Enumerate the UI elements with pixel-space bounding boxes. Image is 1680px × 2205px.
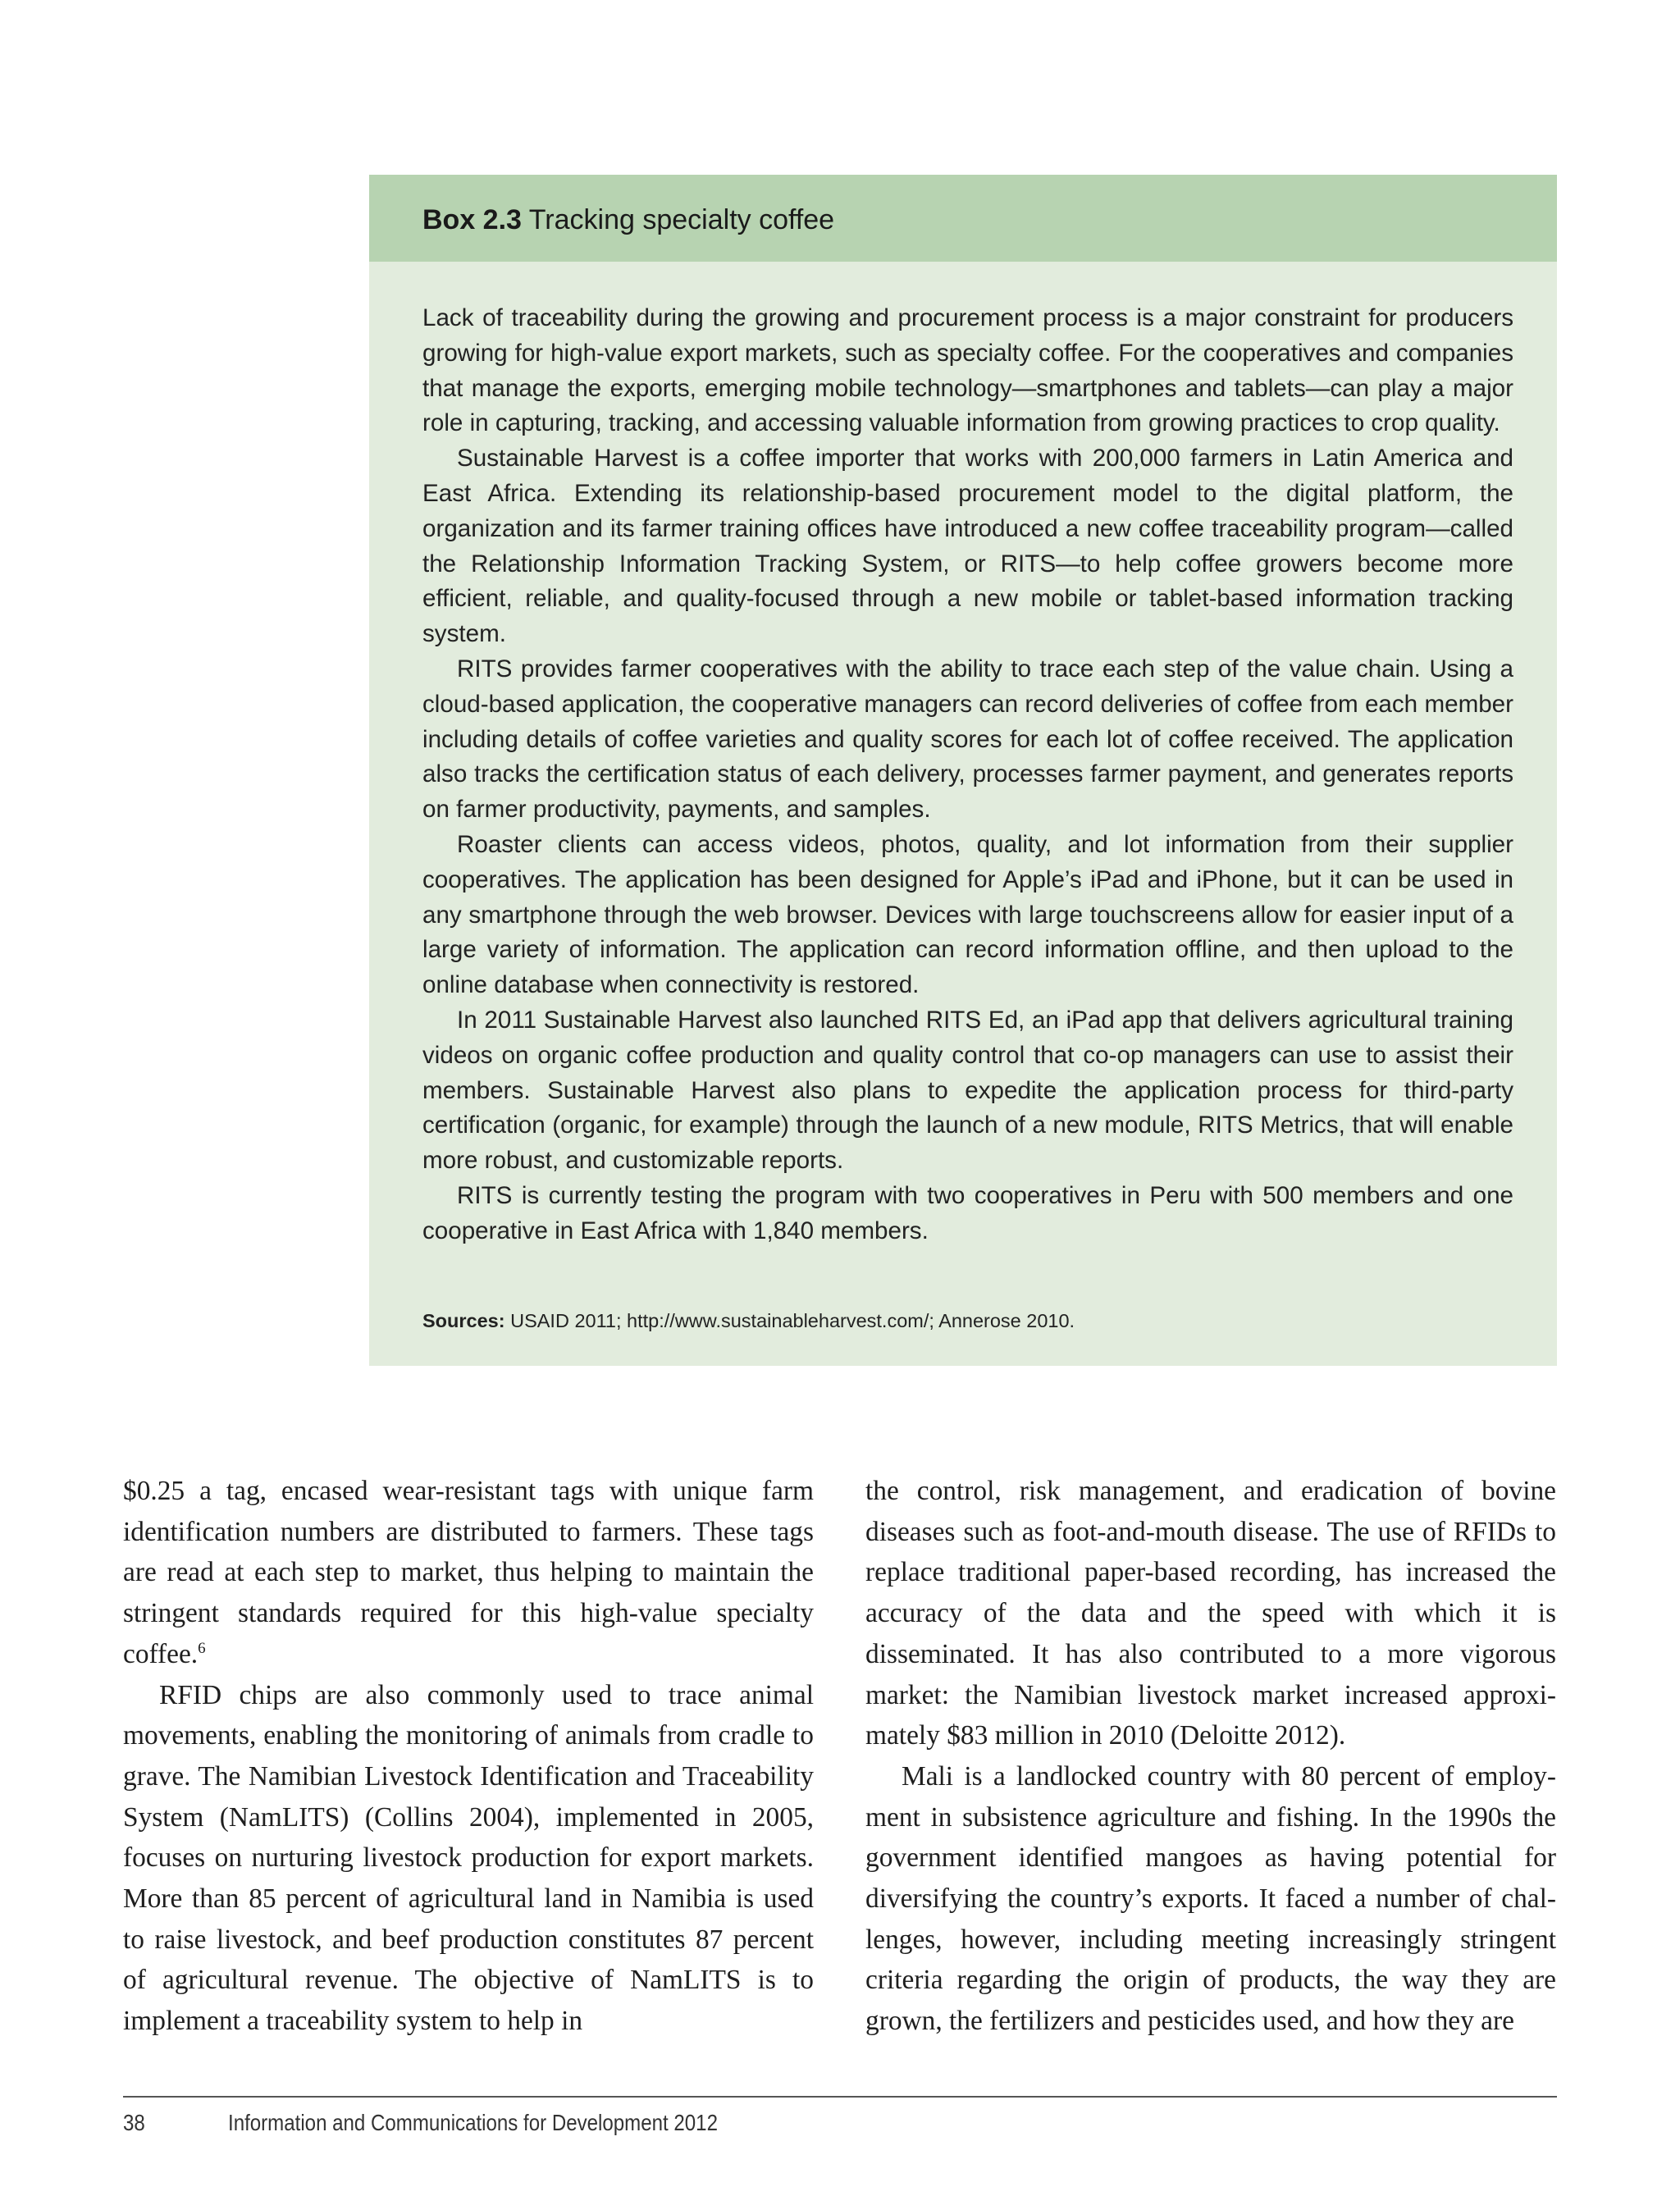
running-title: Information and Communications for Development 2012 — [228, 2110, 718, 2135]
box-paragraph: Roaster clients can access videos, photos, quality, and lot information from their supplier cooperatives. The application has been designed for Apple’s iPad and iPhone, but it can be used in any smartphone through the web browser. Devices with large touchscreens allow for easier input of a large variety of information. The application can record information offline, and then upload to the online database when connectivity is restored. — [422, 830, 1513, 999]
sources-label: Sources: — [422, 1310, 505, 1331]
left-column — [123, 1471, 814, 2042]
box-sources — [422, 1308, 1513, 1333]
box-paragraph: Sustainable Harvest is a coffee importer that works with 200,000 farmers in Latin America and East Africa. Extending its relationship-based procurement model to the digital platform, the organization and its farmer training offices have introduced a new coffee traceability program—called the Relationship Information Tracking System, or RITS—to help coffee growers become more efficient, reliable, and quality-focused through a new mobile or tablet-based information tracking system. — [422, 445, 1513, 648]
sources-text: USAID 2011; http://www.sustainableharvest.com/; Annerose 2010. — [510, 1310, 1075, 1331]
box-header — [369, 175, 1557, 262]
box-label: Box 2.3 — [422, 204, 522, 235]
right-column — [865, 1471, 1556, 2042]
body-paragraph: Mali is a landlocked country with 80 percent of employment in subsistence agriculture and fishing. In the 1990s the government identified mangoes as having potential for diversifying the country’s exports. It faced a number of challenges, however, including meeting increasingly stringent criteria regarding the origin of products, the way they are grown, the fertilizers and pesticides used, and how they are — [865, 1760, 1556, 2037]
box-paragraph: RITS provides farmer cooperatives with the ability to trace each step of the value chain. Using a cloud-based application, the cooperative managers can record deliveries of coffee from each member including details of coffee varieties and quality scores for each lot of coffee received. The application also tracks the certification status of each delivery, processes farmer payment, and generates reports on farmer productivity, payments, and samples. — [422, 655, 1513, 824]
box-body — [422, 301, 1513, 1249]
body-text: $0.25 a tag, encased wear-resistant tags with unique farm identification numbers are distributed to farmers. These tags are read at each step to market, thus helping to maintain the stringent standards required for this high-value specialty coffee. — [123, 1476, 814, 1669]
body-paragraph — [123, 1471, 814, 1675]
box-paragraph: In 2011 Sustainable Harvest also launched RITS Ed, an iPad app that delivers agricultural training videos on organic coffee production and quality control that co-op managers can use to assist their members. Sustainable Harvest also plans to expedite the application process for third-party certification (organic, for example) through the launch of a new module, RITS Metrics, that will enable more robust, and customizable reports. — [422, 1006, 1513, 1175]
box-title — [422, 204, 834, 236]
footer-rule — [123, 2096, 1557, 2098]
body-paragraph: the control, risk management, and eradication of bovine diseases such as foot-and-mouth disease. The use of RFIDs to replace traditional paper-based recording, has increased the accuracy of the data and the speed with which it is disseminated. It has also contributed to a more vigorous market: the Namibian livestock market increased approximately $83 million in 2010 (Deloitte 2012). — [865, 1476, 1556, 1751]
body-paragraph: RFID chips are also commonly used to trace animal movements, enabling the monitoring of animals from cradle to grave. The Namibian Livestock Identification and Traceability System (NamLITS) (Collins 2004), implemented in 2005, focuses on nurturing livestock production for export markets. More than 85 percent of agricultural land in Namibia is used to raise livestock, and beef production constitutes 87 percent of agricultural revenue. The objective of NamLITS is to implement a traceability system to help in — [123, 1679, 814, 2037]
box-2-3 — [369, 175, 1557, 1366]
box-title-text: Tracking specialty coffee — [528, 204, 835, 235]
box-paragraph: RITS is currently testing the program with two cooperatives in Peru with 500 members and one cooperative in East Africa with 1,840 members. — [422, 1181, 1513, 1244]
footnote-marker[interactable]: 6 — [198, 1639, 206, 1657]
box-paragraph: Lack of traceability during the growing and procurement process is a major constraint for producers growing for high-value export markets, such as specialty coffee. For the cooperatives and companies that manage the exports, emerging mobile technology—smartphones and tablets—can play a major role in capturing, tracking, and accessing valuable information from growing practices to crop quality. — [422, 304, 1513, 437]
page-number: 38 — [123, 2110, 145, 2135]
